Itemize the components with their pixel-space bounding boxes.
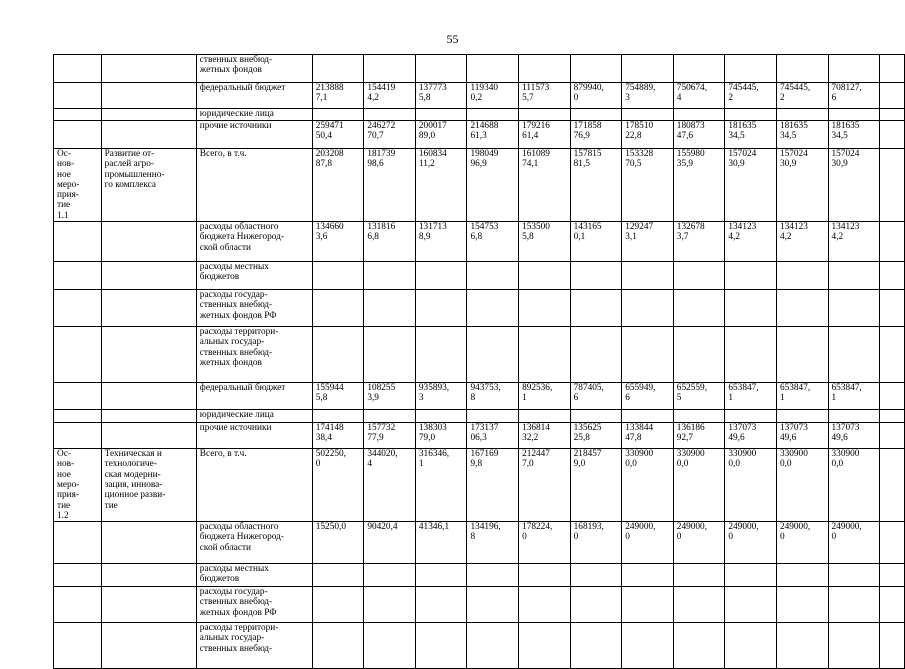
value-cell bbox=[725, 109, 777, 121]
value-cell: 502250, 0 bbox=[312, 449, 364, 522]
value-cell: 178510 22,8 bbox=[622, 121, 674, 149]
value-cell: 181635 34,5 bbox=[725, 121, 777, 149]
measure-code-cell bbox=[54, 290, 102, 327]
value-cell bbox=[673, 564, 725, 587]
value-cell: 155944 5,8 bbox=[312, 383, 364, 410]
value-cell: 330900 0,0 bbox=[622, 449, 674, 522]
value-cell: 129247 3,1 bbox=[622, 222, 674, 262]
value-cell bbox=[415, 587, 467, 623]
value-cell: 203208 87,8 bbox=[312, 149, 364, 222]
value-cell bbox=[312, 55, 364, 83]
value-cell: 745445, 2 bbox=[725, 83, 777, 109]
measure-code-cell bbox=[54, 109, 102, 121]
value-cell bbox=[725, 327, 777, 383]
value-cell bbox=[725, 262, 777, 290]
value-cell: 137073 49,6 bbox=[828, 423, 880, 449]
value-cell bbox=[880, 564, 905, 587]
value-cell: 15250,0 bbox=[312, 522, 364, 564]
value-cell bbox=[312, 587, 364, 623]
value-cell bbox=[725, 55, 777, 83]
value-cell bbox=[467, 290, 519, 327]
value-cell bbox=[519, 109, 571, 121]
value-cell: 198049 96,9 bbox=[467, 149, 519, 222]
value-cell bbox=[622, 290, 674, 327]
value-cell: 246272 70,7 bbox=[364, 121, 416, 149]
value-cell bbox=[312, 109, 364, 121]
table-row bbox=[54, 449, 905, 522]
value-cell: 41346,1 bbox=[415, 522, 467, 564]
value-cell: 119340 0,2 bbox=[467, 83, 519, 109]
value-cell bbox=[880, 55, 905, 83]
table-row bbox=[54, 623, 905, 669]
value-cell bbox=[415, 410, 467, 423]
value-cell: 178224, 0 bbox=[519, 522, 571, 564]
funding-source-cell: расходы областного бюджета Нижегород- ской области bbox=[196, 522, 312, 564]
value-cell: 249000, 0 bbox=[828, 522, 880, 564]
value-cell: 787405, 6 bbox=[570, 383, 622, 410]
value-cell: 943753, 8 bbox=[467, 383, 519, 410]
measure-name-cell: Техническая и технологиче- ская модерни- зация, иннова- ционное разви- тие bbox=[101, 449, 196, 522]
budget-table bbox=[53, 54, 905, 669]
value-cell bbox=[725, 564, 777, 587]
value-cell bbox=[622, 587, 674, 623]
value-cell: 154753 6,8 bbox=[467, 222, 519, 262]
value-cell bbox=[880, 587, 905, 623]
value-cell: 249000, 0 bbox=[673, 522, 725, 564]
value-cell bbox=[828, 623, 880, 669]
value-cell bbox=[312, 564, 364, 587]
measure-name-cell bbox=[101, 410, 196, 423]
measure-name-cell bbox=[101, 121, 196, 149]
measure-code-cell bbox=[54, 121, 102, 149]
value-cell bbox=[673, 109, 725, 121]
value-cell: 754889, 3 bbox=[622, 83, 674, 109]
measure-code-cell bbox=[54, 623, 102, 669]
value-cell: 138303 79,0 bbox=[415, 423, 467, 449]
value-cell bbox=[622, 109, 674, 121]
value-cell bbox=[312, 262, 364, 290]
value-cell: 171858 76,9 bbox=[570, 121, 622, 149]
value-cell bbox=[880, 83, 905, 109]
value-cell: 131816 6,8 bbox=[364, 222, 416, 262]
table-row bbox=[54, 522, 905, 564]
value-cell: 179216 61,4 bbox=[519, 121, 571, 149]
value-cell: 134123 4,2 bbox=[725, 222, 777, 262]
value-cell bbox=[415, 564, 467, 587]
value-cell: 136814 32,2 bbox=[519, 423, 571, 449]
value-cell: 135625 25,8 bbox=[570, 423, 622, 449]
value-cell: 330900 0,0 bbox=[828, 449, 880, 522]
value-cell bbox=[364, 410, 416, 423]
value-cell bbox=[828, 564, 880, 587]
value-cell bbox=[725, 587, 777, 623]
funding-source-cell: расходы областного бюджета Нижегород- ской области bbox=[196, 222, 312, 262]
value-cell bbox=[467, 109, 519, 121]
value-cell: 111573 5,7 bbox=[519, 83, 571, 109]
value-cell bbox=[828, 262, 880, 290]
value-cell: 173137 06,3 bbox=[467, 423, 519, 449]
measure-name-cell bbox=[101, 222, 196, 262]
value-cell bbox=[880, 623, 905, 669]
value-cell bbox=[673, 410, 725, 423]
value-cell bbox=[467, 55, 519, 83]
table-row bbox=[54, 327, 905, 383]
value-cell bbox=[776, 262, 828, 290]
value-cell: 160834 11,2 bbox=[415, 149, 467, 222]
value-cell: 154419 4,2 bbox=[364, 83, 416, 109]
value-cell: 90420,4 bbox=[364, 522, 416, 564]
measure-code-cell bbox=[54, 55, 102, 83]
value-cell bbox=[880, 121, 905, 149]
value-cell: 653847, 1 bbox=[725, 383, 777, 410]
value-cell bbox=[828, 327, 880, 383]
measure-code-cell bbox=[54, 587, 102, 623]
value-cell: 157024 30,9 bbox=[776, 149, 828, 222]
value-cell bbox=[880, 222, 905, 262]
value-cell: 879940, 0 bbox=[570, 83, 622, 109]
funding-source-cell: юридические лица bbox=[196, 410, 312, 423]
value-cell bbox=[570, 262, 622, 290]
value-cell bbox=[364, 564, 416, 587]
measure-name-cell bbox=[101, 290, 196, 327]
table-row bbox=[54, 383, 905, 410]
value-cell bbox=[725, 623, 777, 669]
value-cell: 134196, 8 bbox=[467, 522, 519, 564]
value-cell: 153500 5,8 bbox=[519, 222, 571, 262]
value-cell: 249000, 0 bbox=[725, 522, 777, 564]
value-cell bbox=[880, 109, 905, 121]
value-cell bbox=[725, 410, 777, 423]
measure-name-cell bbox=[101, 383, 196, 410]
value-cell bbox=[673, 327, 725, 383]
value-cell bbox=[673, 290, 725, 327]
value-cell: 330900 0,0 bbox=[673, 449, 725, 522]
measure-code-cell bbox=[54, 522, 102, 564]
value-cell bbox=[880, 290, 905, 327]
value-cell bbox=[415, 109, 467, 121]
value-cell bbox=[776, 109, 828, 121]
value-cell bbox=[364, 290, 416, 327]
value-cell bbox=[570, 109, 622, 121]
value-cell: 174148 38,4 bbox=[312, 423, 364, 449]
value-cell bbox=[622, 327, 674, 383]
table-row bbox=[54, 109, 905, 121]
value-cell bbox=[776, 55, 828, 83]
value-cell bbox=[364, 109, 416, 121]
table-row bbox=[54, 262, 905, 290]
value-cell bbox=[364, 55, 416, 83]
measure-name-cell bbox=[101, 262, 196, 290]
value-cell bbox=[519, 410, 571, 423]
page-number: 55 bbox=[446, 32, 459, 46]
measure-code-cell bbox=[54, 262, 102, 290]
table-row bbox=[54, 121, 905, 149]
value-cell: 134123 4,2 bbox=[776, 222, 828, 262]
value-cell: 249000, 0 bbox=[776, 522, 828, 564]
funding-source-cell: расходы государ- ственных внебюд- жетных фондов РФ bbox=[196, 290, 312, 327]
value-cell bbox=[828, 410, 880, 423]
measure-name-cell bbox=[101, 55, 196, 83]
value-cell bbox=[776, 290, 828, 327]
value-cell bbox=[415, 327, 467, 383]
value-cell bbox=[312, 623, 364, 669]
value-cell bbox=[880, 423, 905, 449]
value-cell: 200017 89,0 bbox=[415, 121, 467, 149]
value-cell: 180873 47,6 bbox=[673, 121, 725, 149]
value-cell: 213888 7,1 bbox=[312, 83, 364, 109]
value-cell: 167169 9,8 bbox=[467, 449, 519, 522]
funding-source-cell: расходы территори- альных государ- ственных внебюд- жетных фондов bbox=[196, 327, 312, 383]
value-cell: 892536, 1 bbox=[519, 383, 571, 410]
measure-code-cell: Ос- нов- ное меро- прия- тие 1.1 bbox=[54, 149, 102, 222]
value-cell bbox=[880, 522, 905, 564]
measure-name-cell bbox=[101, 522, 196, 564]
value-cell bbox=[467, 623, 519, 669]
value-cell bbox=[364, 587, 416, 623]
value-cell: 249000, 0 bbox=[622, 522, 674, 564]
value-cell: 143165 0,1 bbox=[570, 222, 622, 262]
value-cell: 653847, 1 bbox=[828, 383, 880, 410]
value-cell bbox=[570, 623, 622, 669]
value-cell: 161089 74,1 bbox=[519, 149, 571, 222]
value-cell bbox=[776, 587, 828, 623]
value-cell bbox=[880, 449, 905, 522]
table-row bbox=[54, 423, 905, 449]
funding-source-cell: федеральный бюджет bbox=[196, 83, 312, 109]
value-cell: 133844 47,8 bbox=[622, 423, 674, 449]
value-cell: 344020, 4 bbox=[364, 449, 416, 522]
value-cell: 137773 5,8 bbox=[415, 83, 467, 109]
value-cell: 168193, 0 bbox=[570, 522, 622, 564]
measure-code-cell bbox=[54, 327, 102, 383]
value-cell: 131713 8,9 bbox=[415, 222, 467, 262]
value-cell bbox=[673, 587, 725, 623]
value-cell bbox=[880, 149, 905, 222]
measure-name-cell bbox=[101, 109, 196, 121]
funding-source-cell: прочие источники bbox=[196, 423, 312, 449]
value-cell bbox=[467, 262, 519, 290]
value-cell: 708127, 6 bbox=[828, 83, 880, 109]
value-cell bbox=[880, 410, 905, 423]
table-row bbox=[54, 222, 905, 262]
table-row bbox=[54, 564, 905, 587]
measure-name-cell bbox=[101, 564, 196, 587]
value-cell bbox=[673, 262, 725, 290]
funding-source-cell: ственных внебюд- жетных фондов bbox=[196, 55, 312, 83]
funding-source-cell: федеральный бюджет bbox=[196, 383, 312, 410]
value-cell: 316346, 1 bbox=[415, 449, 467, 522]
measure-code-cell bbox=[54, 564, 102, 587]
measure-code-cell bbox=[54, 383, 102, 410]
value-cell: 157024 30,9 bbox=[725, 149, 777, 222]
value-cell: 137073 49,6 bbox=[725, 423, 777, 449]
value-cell: 653847, 1 bbox=[776, 383, 828, 410]
table-row bbox=[54, 587, 905, 623]
value-cell: 153328 70,5 bbox=[622, 149, 674, 222]
value-cell bbox=[467, 327, 519, 383]
value-cell: 259471 50,4 bbox=[312, 121, 364, 149]
measure-code-cell bbox=[54, 83, 102, 109]
funding-source-cell: расходы местных бюджетов bbox=[196, 262, 312, 290]
measure-code-cell bbox=[54, 423, 102, 449]
value-cell bbox=[880, 262, 905, 290]
value-cell bbox=[622, 262, 674, 290]
value-cell: 330900 0,0 bbox=[725, 449, 777, 522]
value-cell: 136186 92,7 bbox=[673, 423, 725, 449]
value-cell bbox=[519, 327, 571, 383]
value-cell bbox=[776, 410, 828, 423]
value-cell bbox=[415, 262, 467, 290]
measure-name-cell bbox=[101, 83, 196, 109]
value-cell bbox=[776, 623, 828, 669]
measure-name-cell bbox=[101, 587, 196, 623]
value-cell: 218457 9,0 bbox=[570, 449, 622, 522]
value-cell bbox=[622, 564, 674, 587]
value-cell: 181739 98,6 bbox=[364, 149, 416, 222]
value-cell bbox=[519, 55, 571, 83]
value-cell: 134123 4,2 bbox=[828, 222, 880, 262]
funding-source-cell: прочие источники bbox=[196, 121, 312, 149]
value-cell bbox=[467, 587, 519, 623]
value-cell bbox=[364, 327, 416, 383]
value-cell bbox=[776, 327, 828, 383]
table-row bbox=[54, 290, 905, 327]
value-cell: 214688 61,3 bbox=[467, 121, 519, 149]
funding-source-cell: Всего, в т.ч. bbox=[196, 449, 312, 522]
value-cell bbox=[415, 55, 467, 83]
funding-source-cell: расходы государ- ственных внебюд- жетных фондов РФ bbox=[196, 587, 312, 623]
value-cell bbox=[467, 564, 519, 587]
value-cell bbox=[880, 327, 905, 383]
value-cell: 655949, 6 bbox=[622, 383, 674, 410]
value-cell: 652559, 5 bbox=[673, 383, 725, 410]
value-cell bbox=[570, 587, 622, 623]
value-cell bbox=[828, 290, 880, 327]
value-cell bbox=[828, 587, 880, 623]
value-cell bbox=[519, 290, 571, 327]
funding-source-cell: расходы местных бюджетов bbox=[196, 564, 312, 587]
measure-code-cell: Ос- нов- ное меро- прия- тие 1.2 bbox=[54, 449, 102, 522]
measure-name-cell bbox=[101, 623, 196, 669]
value-cell bbox=[312, 410, 364, 423]
value-cell: 155980 35,9 bbox=[673, 149, 725, 222]
value-cell bbox=[570, 290, 622, 327]
table-row bbox=[54, 83, 905, 109]
measure-code-cell bbox=[54, 410, 102, 423]
value-cell: 330900 0,0 bbox=[776, 449, 828, 522]
value-cell bbox=[622, 623, 674, 669]
value-cell: 212447 7,0 bbox=[519, 449, 571, 522]
value-cell bbox=[622, 55, 674, 83]
value-cell bbox=[519, 564, 571, 587]
measure-name-cell bbox=[101, 423, 196, 449]
table-row bbox=[54, 410, 905, 423]
value-cell: 157815 81,5 bbox=[570, 149, 622, 222]
value-cell: 132678 3,7 bbox=[673, 222, 725, 262]
value-cell bbox=[415, 290, 467, 327]
value-cell bbox=[725, 290, 777, 327]
value-cell: 108255 3,9 bbox=[364, 383, 416, 410]
value-cell: 134660 3,6 bbox=[312, 222, 364, 262]
value-cell: 750674, 4 bbox=[673, 83, 725, 109]
value-cell bbox=[312, 290, 364, 327]
value-cell: 137073 49,6 bbox=[776, 423, 828, 449]
value-cell bbox=[776, 564, 828, 587]
funding-source-cell: Всего, в т.ч. bbox=[196, 149, 312, 222]
funding-source-cell: расходы территори- альных государ- ственных внебюд- bbox=[196, 623, 312, 669]
value-cell bbox=[570, 327, 622, 383]
value-cell bbox=[828, 109, 880, 121]
value-cell: 745445, 2 bbox=[776, 83, 828, 109]
value-cell bbox=[415, 623, 467, 669]
value-cell: 157732 77,9 bbox=[364, 423, 416, 449]
value-cell: 157024 30,9 bbox=[828, 149, 880, 222]
value-cell bbox=[673, 623, 725, 669]
value-cell: 935893, 3 bbox=[415, 383, 467, 410]
value-cell bbox=[570, 564, 622, 587]
measure-code-cell bbox=[54, 222, 102, 262]
value-cell bbox=[673, 55, 725, 83]
value-cell: 181635 34,5 bbox=[828, 121, 880, 149]
value-cell bbox=[519, 587, 571, 623]
measure-name-cell: Развитие от- раслей агро- промышленно- го комплекса bbox=[101, 149, 196, 222]
value-cell bbox=[519, 262, 571, 290]
table-row bbox=[54, 149, 905, 222]
value-cell bbox=[364, 262, 416, 290]
funding-source-cell: юридические лица bbox=[196, 109, 312, 121]
value-cell bbox=[570, 55, 622, 83]
value-cell bbox=[828, 55, 880, 83]
table-row bbox=[54, 55, 905, 83]
value-cell bbox=[570, 410, 622, 423]
measure-name-cell bbox=[101, 327, 196, 383]
value-cell bbox=[467, 410, 519, 423]
value-cell: 181635 34,5 bbox=[776, 121, 828, 149]
value-cell bbox=[364, 623, 416, 669]
value-cell bbox=[622, 410, 674, 423]
value-cell bbox=[880, 383, 905, 410]
value-cell bbox=[312, 327, 364, 383]
value-cell bbox=[519, 623, 571, 669]
